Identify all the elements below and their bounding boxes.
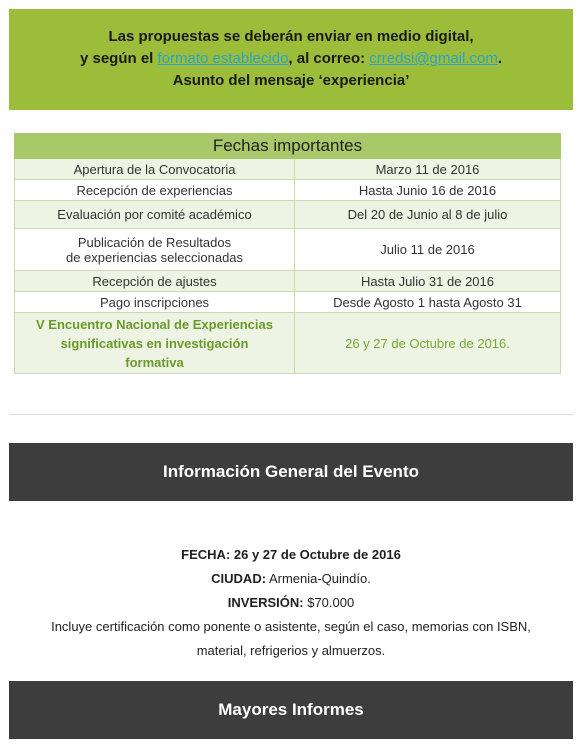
includes-line-1: Incluye certificación como ponente o asistente, según el caso, memorias con ISBN,	[51, 619, 531, 634]
event-cell: Pago inscripciones	[15, 292, 295, 313]
section-divider	[9, 414, 573, 415]
table-title: Fechas importantes	[15, 134, 561, 159]
table-row	[15, 271, 561, 292]
banner-line-2	[9, 48, 573, 70]
inversion-line	[9, 591, 573, 615]
table-row	[15, 229, 561, 271]
banner-line-3: Asunto del mensaje ‘experiencia’	[172, 72, 410, 89]
date-cell: Marzo 11 de 2016	[295, 159, 561, 180]
event-line: de experiencias seleccionadas	[65, 249, 244, 265]
section-title: Información General del Evento	[162, 462, 419, 481]
date-cell: Hasta Junio 16 de 2016	[295, 180, 561, 201]
event-line: formativa	[125, 354, 184, 370]
table-header-row	[15, 134, 561, 159]
fecha-line	[9, 543, 573, 567]
section-title: Mayores Informes	[218, 700, 364, 719]
includes-line-2: material, refrigerios y almuerzos.	[196, 643, 386, 658]
event-line: significativas en investigación	[60, 335, 249, 351]
date-cell: Desde Agosto 1 hasta Agosto 31	[295, 292, 561, 313]
date-cell: Julio 11 de 2016	[295, 229, 561, 271]
event-cell	[15, 229, 295, 271]
important-dates-table	[14, 133, 561, 374]
email-link[interactable]: crredsi@gmail.com	[369, 50, 498, 67]
ciudad-line	[9, 567, 573, 591]
date-cell: Del 20 de Junio al 8 de julio	[295, 201, 561, 229]
fecha-label: FECHA:	[181, 547, 231, 562]
table-row-highlight	[15, 313, 561, 374]
event-info-block	[9, 543, 573, 663]
date-cell: Hasta Julio 31 de 2016	[295, 271, 561, 292]
banner-line-2-post: .	[497, 50, 503, 67]
section-header-more-info	[9, 681, 573, 739]
date-cell: 26 y 27 de Octubre de 2016.	[295, 313, 561, 374]
table-row	[15, 159, 561, 180]
inversion-label: INVERSIÓN:	[227, 595, 304, 610]
section-header-general	[9, 443, 573, 501]
banner-line-2-pre: y según el	[79, 50, 158, 67]
event-line: V Encuentro Nacional de Experiencias	[36, 316, 273, 332]
fecha-value: 26 y 27 de Octubre de 2016	[230, 547, 401, 562]
submission-banner	[9, 9, 573, 110]
event-cell: Apertura de la Convocatoria	[15, 159, 295, 180]
event-cell: Recepción de experiencias	[15, 180, 295, 201]
inversion-value: $70.000	[303, 595, 355, 610]
table-row	[15, 180, 561, 201]
event-line: Publicación de Resultados	[77, 234, 232, 250]
event-cell: Evaluación por comité académico	[15, 201, 295, 229]
event-cell	[15, 313, 295, 374]
banner-line-2-mid: , al correo:	[288, 50, 370, 67]
banner-line-1: Las propuestas se deberán enviar en medio digital,	[108, 28, 474, 45]
ciudad-label: CIUDAD:	[211, 571, 267, 586]
event-cell: Recepción de ajustes	[15, 271, 295, 292]
format-link[interactable]: formato establecido	[157, 50, 289, 67]
table-row	[15, 292, 561, 313]
table-row	[15, 201, 561, 229]
ciudad-value: Armenia-Quindío.	[266, 571, 371, 586]
